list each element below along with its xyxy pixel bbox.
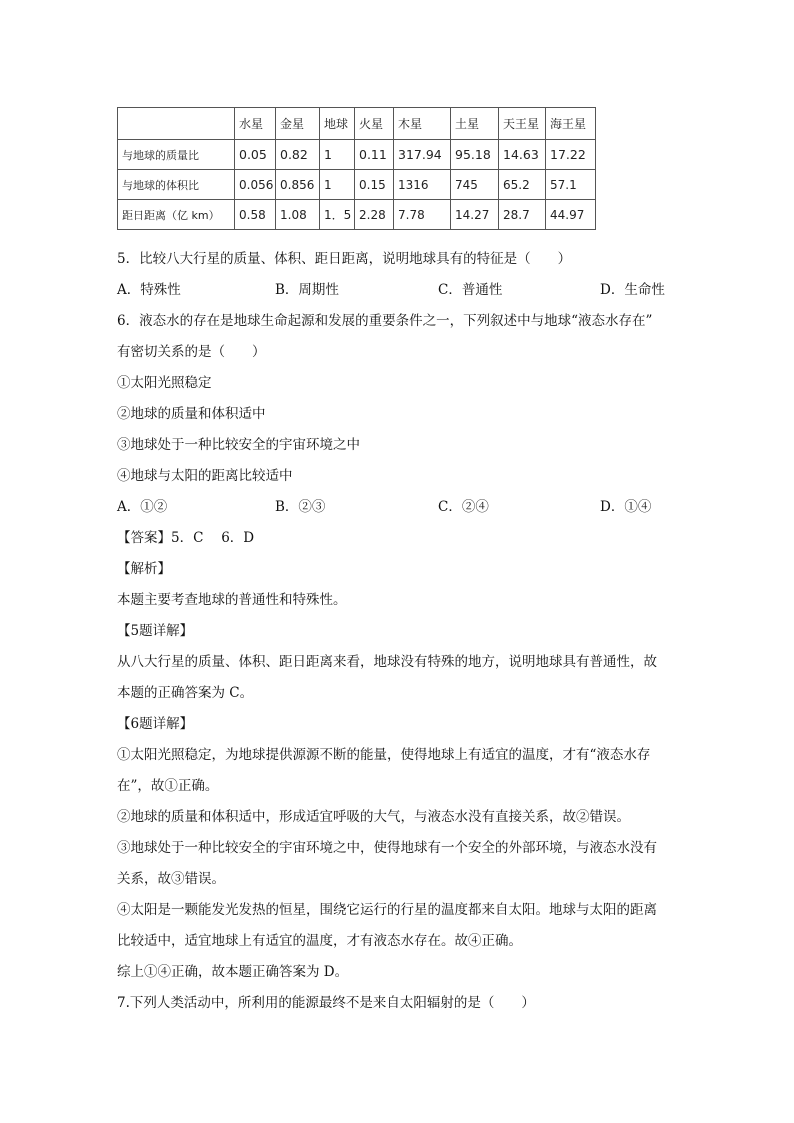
- table-header-cell: [118, 108, 235, 140]
- q5-option-c: C．普通性: [438, 282, 503, 298]
- q6-detail-line: ④太阳是一颗能发光发热的恒星，围绕它运行的行星的温度都来自太阳。地球与太阳的距离: [117, 902, 657, 918]
- analysis-label: 【解析】: [117, 561, 171, 577]
- table-header-cell: 土星: [451, 108, 499, 140]
- table-cell: 0.11: [355, 140, 394, 170]
- q5-detail-line: 从八大行星的质量、体积、距日距离来看，地球没有特殊的地方，说明地球具有普通性，故: [117, 654, 657, 670]
- q6-detail-line: ②地球的质量和体积适中，形成适宜呼吸的大气，与液态水没有直接关系，故②错误。: [117, 809, 630, 825]
- table-cell: 44.97: [546, 200, 596, 230]
- table-cell: 14.63: [499, 140, 546, 170]
- table-cell: 17.22: [546, 140, 596, 170]
- table-cell: 0.15: [355, 170, 394, 200]
- table-cell: 14.27: [451, 200, 499, 230]
- q6-detail-label: 【6题详解】: [117, 716, 194, 732]
- q6-item-4: ④地球与太阳的距离比较适中: [117, 468, 293, 484]
- table-cell: 1．5: [320, 200, 355, 230]
- analysis-text: 本题主要考查地球的普通性和特殊性。: [117, 592, 347, 608]
- table-header-cell: 水星: [235, 108, 276, 140]
- table-cell: 0.58: [235, 200, 276, 230]
- q6-item-2: ②地球的质量和体积适中: [117, 406, 266, 422]
- table-cell: 1.08: [276, 200, 320, 230]
- q6-detail-line: 比较适中，适宜地球上有适宜的温度，才有液态水存在。故④正确。: [117, 933, 522, 949]
- planet-comparison-table: [117, 107, 596, 230]
- table-cell: 745: [451, 170, 499, 200]
- table-cell: 317.94: [394, 140, 451, 170]
- table-cell: 0.056: [235, 170, 276, 200]
- table-cell: 95.18: [451, 140, 499, 170]
- q6-option-d: D．①④: [600, 499, 652, 515]
- table-cell: 1316: [394, 170, 451, 200]
- q6-option-b: B．②③: [275, 499, 326, 515]
- table-cell: 2.28: [355, 200, 394, 230]
- table-cell: 1: [320, 170, 355, 200]
- q5-detail-label: 【5题详解】: [117, 623, 194, 639]
- q6-detail-line: 关系，故③错误。: [117, 871, 225, 887]
- q6-item-1: ①太阳光照稳定: [117, 375, 212, 391]
- q6-option-a: A．①②: [117, 499, 168, 515]
- table-cell: 65.2: [499, 170, 546, 200]
- table-header-cell: 金星: [276, 108, 320, 140]
- table-header-cell: 木星: [394, 108, 451, 140]
- table-header-cell: 天王星: [499, 108, 546, 140]
- question-5-stem: 5．比较八大行星的质量、体积、距日距离，说明地球具有的特征是（ ）: [117, 251, 572, 267]
- q6-detail-line: 综上①④正确，故本题正确答案为 D。: [117, 964, 349, 980]
- q6-detail-line: 在”，故①正确。: [117, 778, 219, 794]
- question-6-stem-cont: 有密切关系的是（ ）: [117, 344, 266, 360]
- q5-option-d: D．生命性: [600, 282, 665, 298]
- question-7-stem: 7.下列人类活动中，所利用的能源最终不是来自太阳辐射的是（ ）: [117, 995, 535, 1011]
- question-6-stem: 6．液态水的存在是地球生命起源和发展的重要条件之一，下列叙述中与地球“液态水存在”: [117, 313, 653, 329]
- table-row: [118, 170, 596, 200]
- table-row-label: 与地球的质量比: [118, 140, 235, 170]
- table-header-cell: 地球: [320, 108, 355, 140]
- q6-detail-line: ③地球处于一种比较安全的宇宙环境之中，使得地球有一个安全的外部环境，与液态水没有: [117, 840, 657, 856]
- table-cell: 0.82: [276, 140, 320, 170]
- q6-detail-line: ①太阳光照稳定，为地球提供源源不断的能量，使得地球上有适宜的温度，才有“液态水存: [117, 747, 651, 763]
- q5-option-a: A．特殊性: [117, 282, 181, 298]
- q5-detail-line: 本题的正确答案为 C。: [117, 685, 254, 701]
- table-header-cell: 火星: [355, 108, 394, 140]
- table-row: [118, 140, 596, 170]
- table-row-label: 距日距离（亿 km）: [118, 200, 235, 230]
- table-cell: 28.7: [499, 200, 546, 230]
- answer-line: 【答案】5．C 6．D: [117, 530, 255, 546]
- table-header-cell: 海王星: [546, 108, 596, 140]
- table-cell: 0.05: [235, 140, 276, 170]
- table-cell: 7.78: [394, 200, 451, 230]
- table-row-label: 与地球的体积比: [118, 170, 235, 200]
- q6-item-3: ③地球处于一种比较安全的宇宙环境之中: [117, 437, 360, 453]
- q5-option-b: B．周期性: [275, 282, 339, 298]
- table-cell: 57.1: [546, 170, 596, 200]
- table-header-row: [118, 108, 596, 140]
- table-cell: 0.856: [276, 170, 320, 200]
- q6-option-c: C．②④: [438, 499, 489, 515]
- table-cell: 1: [320, 140, 355, 170]
- table-row: [118, 200, 596, 230]
